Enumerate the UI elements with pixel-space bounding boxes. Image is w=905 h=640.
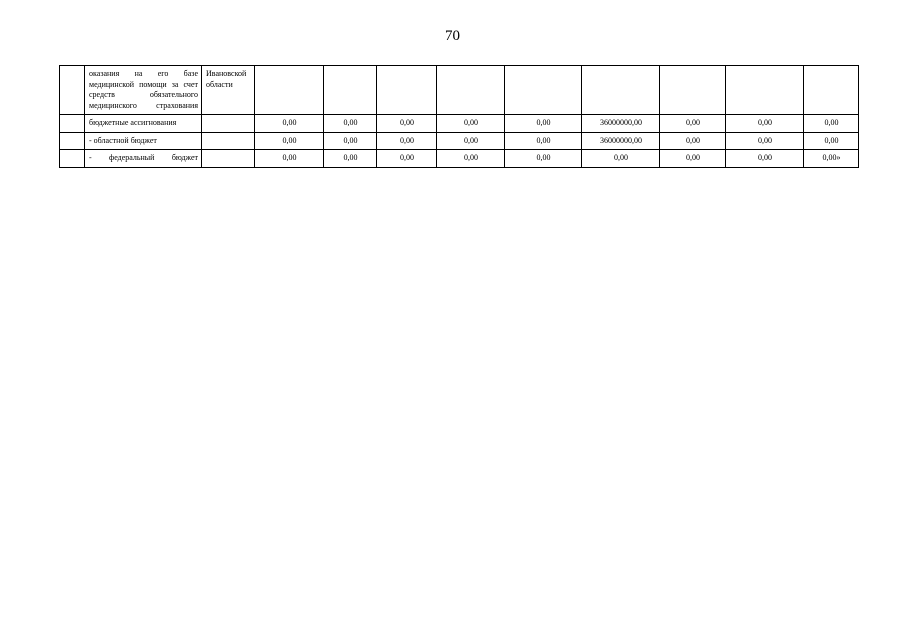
cell-value-1: 0,00 bbox=[255, 115, 324, 133]
cell-value-6: 0,00 bbox=[582, 150, 660, 168]
page-number: 70 bbox=[445, 28, 460, 44]
cell-l bbox=[804, 66, 859, 115]
cell-value-9: 0,00 bbox=[804, 115, 859, 133]
cell-value-8: 0,00 bbox=[726, 115, 804, 133]
table-row bbox=[60, 66, 859, 115]
cell-f bbox=[377, 66, 437, 115]
cell-value-7: 0,00 bbox=[660, 150, 726, 168]
cell-h bbox=[505, 66, 582, 115]
cell-region bbox=[202, 150, 255, 168]
cell-empty-a bbox=[60, 150, 85, 168]
cell-label: - областной бюджет bbox=[85, 132, 202, 150]
table-body bbox=[60, 66, 859, 168]
cell-value-7: 0,00 bbox=[660, 132, 726, 150]
table-row bbox=[60, 150, 859, 168]
cell-label: бюджетные ассигнования bbox=[85, 115, 202, 133]
cell-value-5: 0,00 bbox=[505, 132, 582, 150]
cell-empty-a bbox=[60, 132, 85, 150]
cell-empty-a bbox=[60, 115, 85, 133]
cell-value-6: 36000000,00 bbox=[582, 132, 660, 150]
cell-value-1: 0,00 bbox=[255, 132, 324, 150]
cell-value-4: 0,00 bbox=[437, 150, 505, 168]
cell-value-8: 0,00 bbox=[726, 150, 804, 168]
cell-label: - федеральный бюджет bbox=[85, 150, 202, 168]
cell-value-4: 0,00 bbox=[437, 115, 505, 133]
cell-i bbox=[582, 66, 660, 115]
cell-value-9: 0,00 bbox=[804, 132, 859, 150]
cell-value-1: 0,00 bbox=[255, 150, 324, 168]
cell-value-5: 0,00 bbox=[505, 115, 582, 133]
cell-g bbox=[437, 66, 505, 115]
cell-value-2: 0,00 bbox=[324, 115, 377, 133]
cell-region bbox=[202, 115, 255, 133]
cell-value-5: 0,00 bbox=[505, 150, 582, 168]
cell-description: оказания на его базе медицинской помощи за счет средств обязательного медицинского страхования bbox=[85, 66, 202, 115]
cell-value-2: 0,00 bbox=[324, 132, 377, 150]
budget-table bbox=[59, 65, 859, 168]
cell-region: Ивановской области bbox=[202, 66, 255, 115]
cell-value-4: 0,00 bbox=[437, 132, 505, 150]
cell-value-9: 0,00» bbox=[804, 150, 859, 168]
cell-empty-a bbox=[60, 66, 85, 115]
cell-value-6: 36000000,00 bbox=[582, 115, 660, 133]
cell-d bbox=[255, 66, 324, 115]
cell-value-3: 0,00 bbox=[377, 150, 437, 168]
table-row bbox=[60, 115, 859, 133]
cell-k bbox=[726, 66, 804, 115]
cell-value-2: 0,00 bbox=[324, 150, 377, 168]
cell-value-3: 0,00 bbox=[377, 132, 437, 150]
table-row bbox=[60, 132, 859, 150]
cell-value-7: 0,00 bbox=[660, 115, 726, 133]
cell-j bbox=[660, 66, 726, 115]
cell-value-8: 0,00 bbox=[726, 132, 804, 150]
cell-region bbox=[202, 132, 255, 150]
cell-e bbox=[324, 66, 377, 115]
cell-value-3: 0,00 bbox=[377, 115, 437, 133]
